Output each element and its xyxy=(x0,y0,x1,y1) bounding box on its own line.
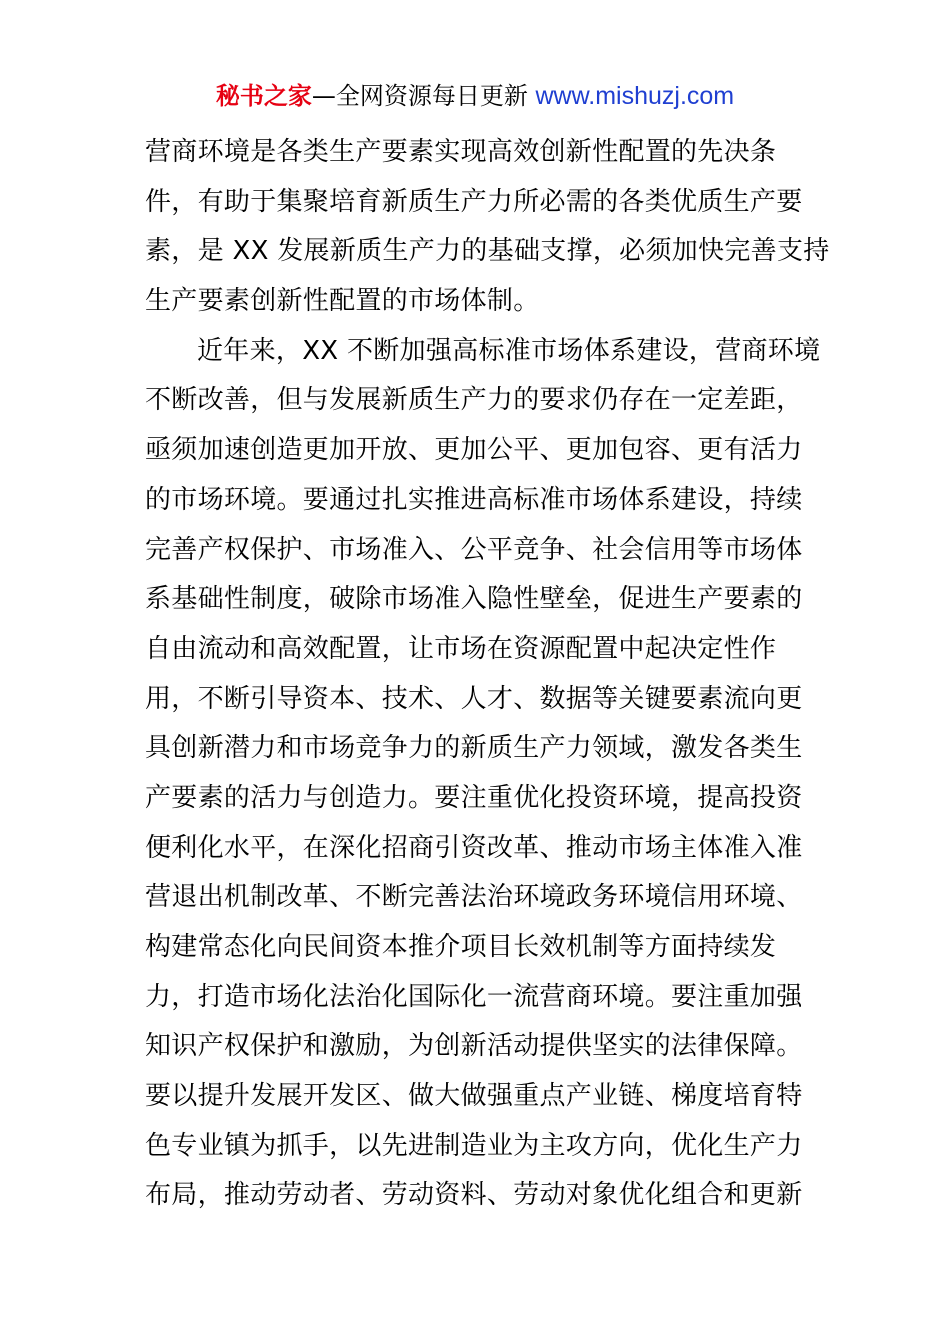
site-tagline: —全网资源每日更新 xyxy=(311,82,536,110)
site-brand: 秘书之家 xyxy=(215,82,312,110)
document-body xyxy=(145,128,830,1221)
text-line: 用，不断引导资本、技术、人才、数据等关键要素流向更 xyxy=(145,683,803,714)
text-line: 营退出机制改革、不断完善法治环境政务环境信用环境、 xyxy=(145,882,803,913)
text-line: 布局，推动劳动者、劳动资料、劳动对象优化组合和更新 xyxy=(145,1180,803,1211)
text-line: 的市场环境。要通过扎实推进高标准市场体系建设，持续 xyxy=(145,484,803,515)
text-line: 不断改善，但与发展新质生产力的要求仍存在一定差距， xyxy=(145,385,803,416)
site-url-link[interactable]: www.mishuzj.com xyxy=(535,82,735,110)
text-line: 系基础性制度，破除市场准入隐性壁垒，促进生产要素的 xyxy=(145,584,803,615)
text-line: 力，打造市场化法治化国际化一流营商环境。要注重加强 xyxy=(145,981,803,1012)
text-line: 生产要素创新性配置的市场体制。 xyxy=(145,286,540,317)
paragraph-first-line: 近年来，XX 不断加强高标准市场体系建设，营商环境 xyxy=(197,335,821,366)
text-line: 具创新潜力和市场竞争力的新质生产力领域，激发各类生 xyxy=(145,733,803,764)
text-line: 亟须加速创造更加开放、更加公平、更加包容、更有活力 xyxy=(145,435,803,466)
text-line: 要以提升发展开发区、做大做强重点产业链、梯度培育特 xyxy=(145,1081,803,1112)
text-line: 完善产权保护、市场准入、公平竞争、社会信用等市场体 xyxy=(145,534,803,565)
page-header xyxy=(0,80,950,112)
text-line: 色专业镇为抓手，以先进制造业为主攻方向，优化生产力 xyxy=(145,1130,803,1161)
text-line: 件，有助于集聚培育新质生产力所必需的各类优质生产要 xyxy=(145,186,803,217)
text-line: 自由流动和高效配置，让市场在资源配置中起决定性作 xyxy=(145,633,777,664)
text-line: 产要素的活力与创造力。要注重优化投资环境，提高投资 xyxy=(145,782,803,813)
text-line: 构建常态化向民间资本推介项目长效机制等方面持续发 xyxy=(145,932,777,962)
text-line: 知识产权保护和激励，为创新活动提供坚实的法律保障。 xyxy=(145,1031,803,1062)
text-line: 便利化水平，在深化招商引资改革、推动市场主体准入准 xyxy=(145,832,803,863)
text-line: 营商环境是各类生产要素实现高效创新性配置的先决条 xyxy=(145,137,777,167)
text-line: 素，是 XX 发展新质生产力的基础支撑，必须加快完善支持 xyxy=(145,236,830,267)
